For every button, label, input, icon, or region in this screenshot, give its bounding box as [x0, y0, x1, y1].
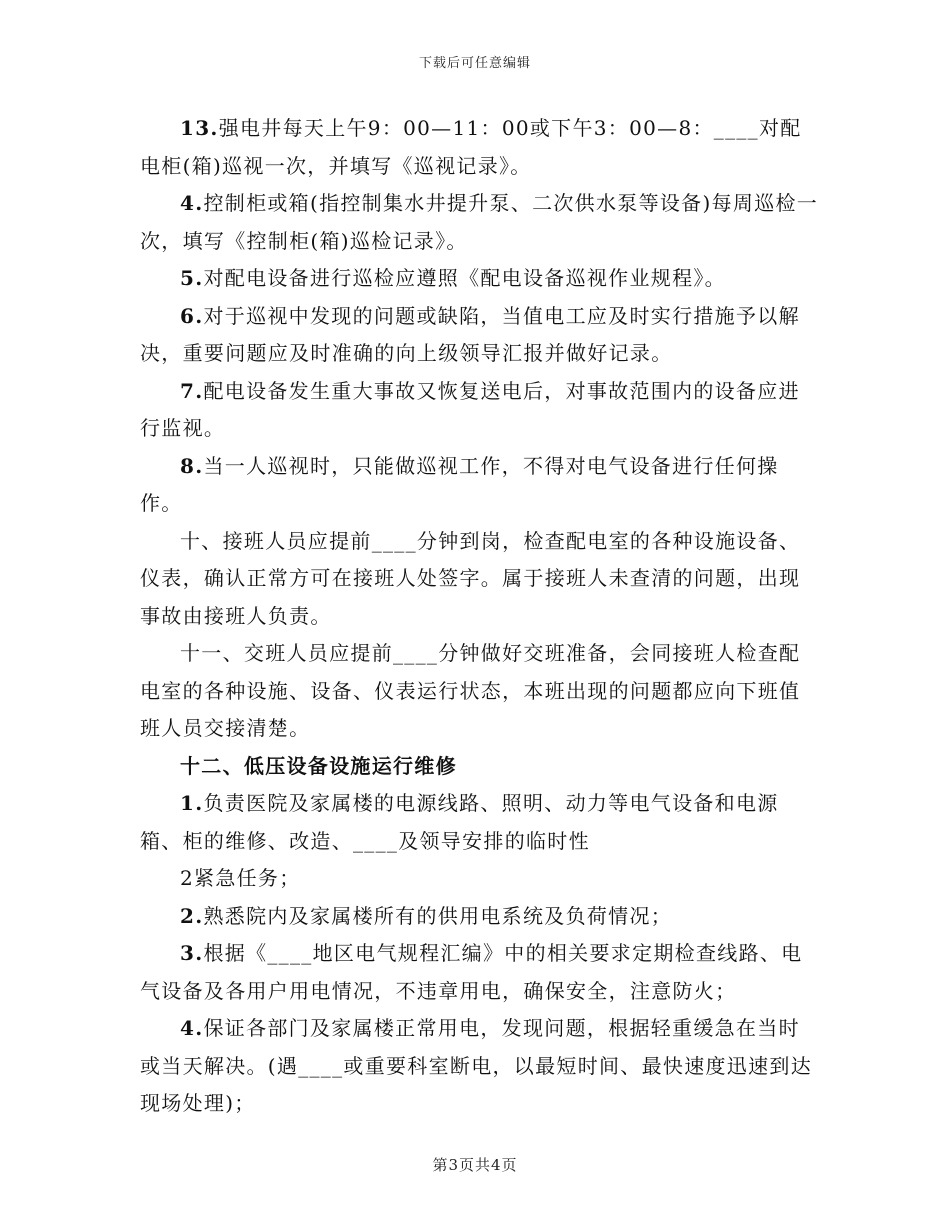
paragraph-text: 保证各部门及家属楼正常用电，发现问题，根据轻重缓急在当时或当天解决。(遇____或重要科室断电，以最短时间、最快速度迅速到达现场处理)；: [140, 1016, 813, 1115]
paragraph-text: 十一、交班人员应提前____分钟做好交班准备，会同接班人检查配电室的各种设施、设备、仪表运行状态，本班出现的问题都应向下班值班人员交接清楚。: [140, 641, 801, 740]
paragraph-5: [140, 260, 820, 298]
paragraph-text: 对配电设备进行巡检应遵照《配电设备巡视作业规程》。: [203, 266, 726, 290]
paragraph-text: 负责医院及家属楼的电源线路、照明、动力等电气设备和电源箱、柜的维修、改造、____及领导安排的临时性: [140, 791, 779, 853]
paragraph-4: [140, 185, 820, 260]
item-number: 2.: [180, 903, 204, 928]
item-number: 1.: [180, 791, 204, 815]
page-header: 下载后可任意编辑: [418, 56, 531, 71]
paragraph-6: [140, 298, 820, 373]
page-footer: 第3页共4页: [432, 1156, 518, 1174]
paragraph-12-3: [140, 935, 820, 1010]
item-number: 5.: [180, 266, 204, 290]
paragraph-text: 控制柜或箱(指控制集水井提升泵、二次供水泵等设备)每周巡检一次，填写《控制柜(箱)巡检记录》。: [140, 191, 819, 253]
section-10-paragraph: [140, 523, 820, 636]
paragraph-urgent-task: [140, 860, 820, 898]
paragraph-12-4: [140, 1010, 820, 1123]
paragraph-12-1: [140, 785, 820, 860]
paragraph-text: 十、接班人员应提前____分钟到岗，检查配电室的各种设施设备、仪表，确认正常方可在接班人处签字。属于接班人未查清的问题，出现事故由接班人负责。: [140, 528, 801, 628]
item-number: 4.: [180, 1016, 204, 1040]
paragraph-text: 配电设备发生重大事故又恢复送电后，对事故范围内的设备应进行监视。: [140, 378, 800, 440]
item-number: 3.: [180, 941, 204, 965]
paragraph-8: [140, 448, 820, 523]
section-11-paragraph: [140, 635, 820, 748]
item-number: 4.: [180, 191, 204, 215]
section-12-heading: [140, 748, 820, 786]
item-number: 8.: [180, 453, 204, 478]
paragraph-7: [140, 373, 820, 448]
item-number: 6.: [180, 303, 204, 328]
paragraph-text: 强电井每天上午9：00—11：00或下午3：00—8：____对配电柜(箱)巡视一次，并填写《巡视记录》。: [140, 116, 802, 178]
paragraph-text: 根据《____地区电气规程汇编》中的相关要求定期检查线路、电气设备及各用户用电情况，不违章用电，确保安全，注意防火；: [140, 941, 803, 1003]
paragraph-text: 对于巡视中发现的问题或缺陷，当值电工应及时实行措施予以解决，重要问题应及时准确的向上级领导汇报并做好记录。: [140, 303, 800, 365]
item-number: 7.: [180, 378, 204, 403]
paragraph-text: 2紧急任务；: [180, 866, 301, 890]
section-heading-text: 十二、低压设备设施运行维修: [180, 753, 457, 778]
paragraph-12-2: [140, 898, 820, 936]
paragraph-text: 当一人巡视时，只能做巡视工作，不得对电气设备进行任何操作。: [140, 453, 779, 515]
paragraph-13: [140, 110, 820, 185]
document-body: [140, 110, 820, 1123]
paragraph-text: 熟悉院内及家属楼所有的供用电系统及负荷情况；: [203, 903, 673, 928]
item-number: 13.: [180, 116, 219, 140]
